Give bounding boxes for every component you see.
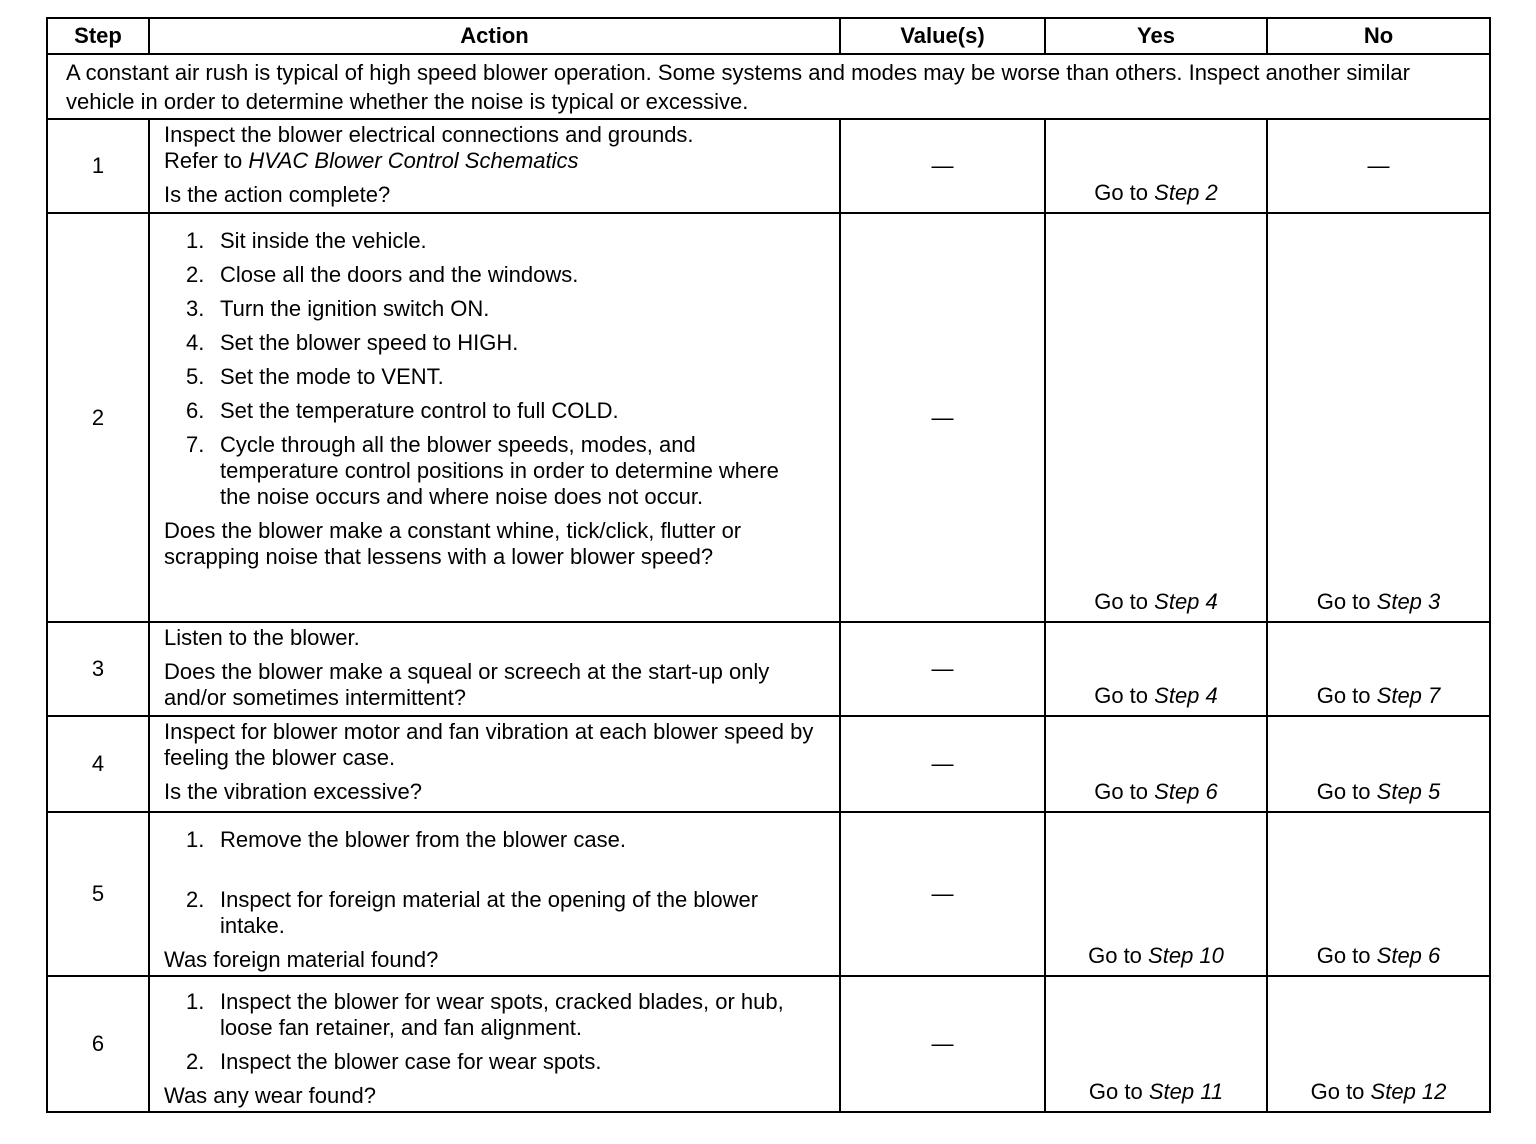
yes-step-link[interactable]: Step 2 (1154, 180, 1218, 205)
action-list (164, 827, 829, 939)
goto-label: Go to (1316, 779, 1371, 804)
value-cell: — (840, 716, 1045, 812)
goto-label: Go to (1094, 683, 1149, 708)
table-row (47, 622, 1490, 716)
no-step-link[interactable]: Step 7 (1376, 683, 1441, 708)
goto-label: Go to (1316, 943, 1371, 968)
action-text: Inspect for blower motor and fan vibration at each blower speed by feeling the blower case. (164, 719, 814, 770)
list-item: 1. Sit inside the vehicle. (186, 228, 427, 253)
no-cell (1267, 812, 1490, 976)
list-item: 2. Close all the doors and the windows. (186, 262, 579, 287)
goto-label: Go to (1094, 180, 1149, 205)
value-cell: — (840, 976, 1045, 1112)
no-step-link[interactable]: Step 5 (1376, 779, 1441, 804)
action-list (164, 228, 829, 510)
action-text: Listen to the blower. (164, 625, 360, 650)
goto-label: Go to (1316, 589, 1371, 614)
goto-label: Go to (1094, 589, 1149, 614)
list-item: 2. Inspect for foreign material at the opening of the blower intake. (186, 887, 759, 938)
action-cell (149, 213, 840, 622)
action-cell (149, 622, 840, 716)
value-cell: — (840, 812, 1045, 976)
list-item: 7. Cycle through all the blower speeds, modes, and temperature control positions in order to determine where the noise occurs and where noise does not occur. (186, 432, 779, 509)
action-question: Does the blower make a constant whine, tick/click, flutter or scrapping noise that lessens with a lower blower speed? (164, 518, 742, 569)
diagnostic-table (46, 17, 1491, 1113)
action-question: Does the blower make a squeal or screech at the start-up only and/or sometimes intermittent? (164, 659, 770, 710)
action-question: Was any wear found? (164, 1083, 376, 1108)
yes-cell (1045, 812, 1267, 976)
goto-label: Go to (1316, 683, 1371, 708)
no-step-link[interactable]: Step 12 (1370, 1079, 1447, 1104)
table-row (47, 213, 1490, 622)
action-cell (149, 119, 840, 213)
value-cell: — (840, 213, 1045, 622)
note-text: A constant air rush is typical of high speed blower operation. Some systems and modes may be worse than others. Inspect another similar vehicle in order to determine whether the noise is typical or excessive. (47, 54, 1490, 119)
no-cell (1267, 213, 1490, 622)
step-number: 5 (47, 812, 149, 976)
yes-cell (1045, 119, 1267, 213)
list-item: 2. Inspect the blower case for wear spots. (186, 1049, 602, 1074)
yes-cell (1045, 213, 1267, 622)
table-row (47, 716, 1490, 812)
header-step: Step (47, 18, 149, 54)
step-number: 2 (47, 213, 149, 622)
list-item: 1. Remove the blower from the blower case. (186, 827, 626, 852)
note-row (47, 54, 1490, 119)
header-yes: Yes (1045, 18, 1267, 54)
refer-prefix: Refer to (164, 148, 243, 173)
no-cell (1267, 716, 1490, 812)
action-cell (149, 716, 840, 812)
goto-label: Go to (1310, 1079, 1365, 1104)
value-cell: — (840, 119, 1045, 213)
yes-step-link[interactable]: Step 4 (1154, 683, 1218, 708)
no-step-link[interactable]: Step 6 (1376, 943, 1441, 968)
schematics-reference-link[interactable]: HVAC Blower Control Schematics (248, 148, 579, 173)
action-text: Inspect the blower electrical connections and grounds. (164, 122, 694, 147)
no-step-link[interactable]: Step 3 (1376, 589, 1441, 614)
goto-label: Go to (1088, 943, 1142, 968)
yes-cell (1045, 716, 1267, 812)
yes-cell (1045, 976, 1267, 1112)
no-cell (1267, 976, 1490, 1112)
value-cell: — (840, 622, 1045, 716)
no-cell: — (1267, 119, 1490, 213)
goto-label: Go to (1094, 779, 1149, 804)
action-question: Is the vibration excessive? (164, 779, 423, 804)
list-item: 3. Turn the ignition switch ON. (186, 296, 490, 321)
action-cell (149, 976, 840, 1112)
step-number: 3 (47, 622, 149, 716)
list-item: 6. Set the temperature control to full COLD. (186, 398, 619, 423)
list-item: 1. Inspect the blower for wear spots, cracked blades, or hub, loose fan retainer, and fan alignment. (186, 989, 784, 1040)
action-cell (149, 812, 840, 976)
no-cell (1267, 622, 1490, 716)
list-item: 4. Set the blower speed to HIGH. (186, 330, 519, 355)
action-list (164, 989, 829, 1075)
step-number: 4 (47, 716, 149, 812)
table-row (47, 976, 1490, 1112)
goto-label: Go to (1088, 1079, 1143, 1104)
yes-step-link[interactable]: Step 4 (1154, 589, 1218, 614)
action-question: Is the action complete? (164, 182, 391, 207)
yes-step-link[interactable]: Step 11 (1148, 1079, 1224, 1104)
yes-step-link[interactable]: Step 10 (1148, 943, 1224, 968)
table-row (47, 812, 1490, 976)
yes-cell (1045, 622, 1267, 716)
header-values: Value(s) (840, 18, 1045, 54)
list-item: 5. Set the mode to VENT. (186, 364, 444, 389)
header-action: Action (149, 18, 840, 54)
yes-step-link[interactable]: Step 6 (1154, 779, 1218, 804)
header-no: No (1267, 18, 1490, 54)
header-row (47, 18, 1490, 54)
step-number: 6 (47, 976, 149, 1112)
step-number: 1 (47, 119, 149, 213)
table-row (47, 119, 1490, 213)
action-question: Was foreign material found? (164, 947, 439, 972)
